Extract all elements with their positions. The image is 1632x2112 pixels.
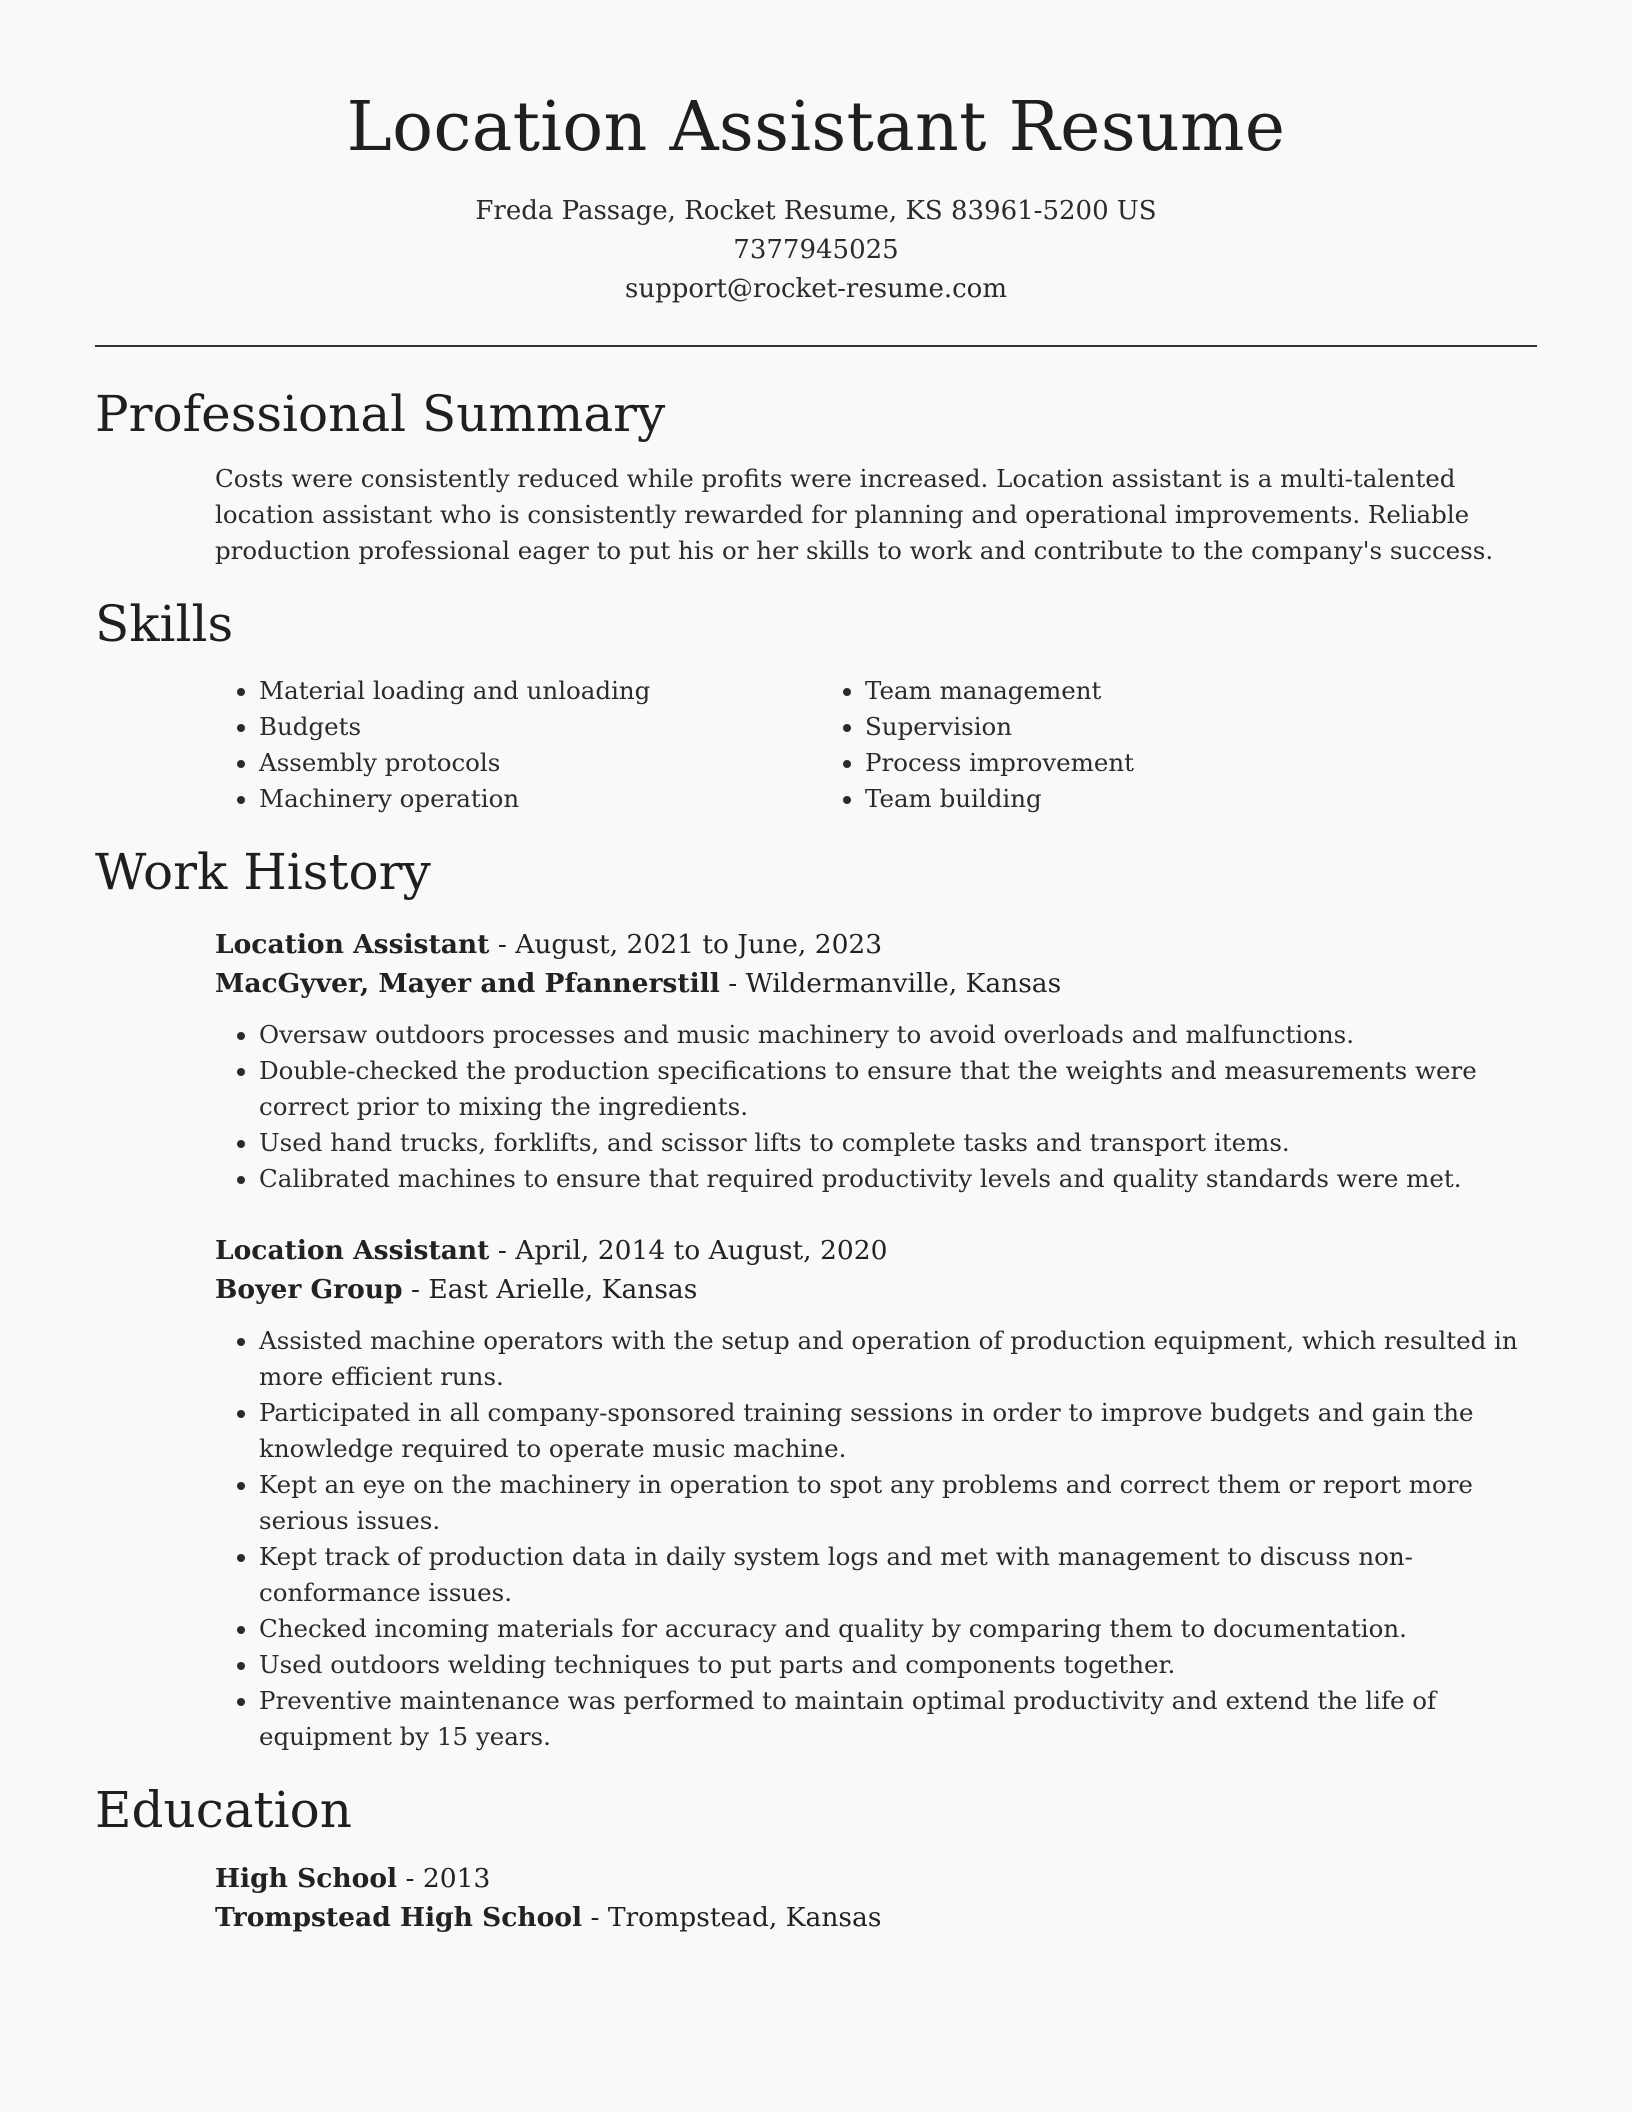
- work-history-heading: Work History: [95, 843, 431, 901]
- contact-block: [95, 192, 1537, 309]
- skills-section: [95, 593, 1537, 817]
- job-company-line: [215, 964, 1537, 1003]
- contact-email: support@rocket-resume.com: [624, 274, 1007, 304]
- duty-item: • Double-checked the production specifications to ensure that the weights and measurements were correct prior to mixing the ingredients.: [259, 1053, 1537, 1125]
- skill-item: • Process improvement: [865, 745, 1427, 781]
- duty-item: • Kept track of production data in daily system logs and met with management to discuss non-conformance issues.: [259, 1539, 1537, 1611]
- education-heading: Education: [95, 1781, 352, 1839]
- job-role: Location Assistant: [215, 1235, 490, 1266]
- job-company-line: [215, 1270, 1537, 1309]
- summary-section: [95, 383, 1537, 569]
- job-company: MacGyver, Mayer and Pfannerstill: [215, 968, 720, 999]
- duty-item: • Oversaw outdoors processes and music machinery to avoid overloads and malfunctions.: [259, 1017, 1537, 1053]
- job-location: - Wildermanville, Kansas: [719, 968, 1062, 999]
- duty-item: • Used hand trucks, forklifts, and scissor lifts to complete tasks and transport items.: [259, 1125, 1537, 1161]
- education-location: - Trompstead, Kansas: [582, 1902, 882, 1933]
- summary-heading: Professional Summary: [95, 385, 666, 443]
- resume-header: [95, 0, 1537, 309]
- summary-text: Costs were consistently reduced while profits were increased. Location assistant is a multi-talented location assistant who is consistently rewarded for planning and operational improvements. Reliable production professional eager to put his or her skills to work and contribute to the company's success.: [215, 464, 1494, 565]
- header-divider: [95, 345, 1537, 347]
- job-entry: [215, 1231, 1537, 1755]
- job-duties: [215, 1017, 1537, 1197]
- job-company: Boyer Group: [215, 1274, 403, 1305]
- resume-title: Location Assistant Resume: [346, 88, 1286, 167]
- duty-item: • Kept an eye on the machinery in operation to spot any problems and correct them or report more serious issues.: [259, 1467, 1537, 1539]
- duty-item: • Checked incoming materials for accuracy and quality by comparing them to documentation.: [259, 1611, 1537, 1647]
- skills-column-right: [821, 673, 1427, 817]
- job-duties: [215, 1323, 1537, 1755]
- skills-heading: Skills: [95, 595, 234, 653]
- job-title-line: [215, 925, 1537, 964]
- education-degree-line: [215, 1859, 1537, 1898]
- job-title-line: [215, 1231, 1537, 1270]
- job-location: - East Arielle, Kansas: [402, 1274, 698, 1305]
- duty-item: • Used outdoors welding techniques to put parts and components together.: [259, 1647, 1537, 1683]
- education-section: [95, 1779, 1537, 1937]
- duty-item: • Preventive maintenance was performed to maintain optimal productivity and extend the life of equipment by 15 years.: [259, 1683, 1537, 1755]
- skill-item: • Assembly protocols: [259, 745, 821, 781]
- education-degree: High School: [215, 1863, 398, 1894]
- education-school-line: [215, 1898, 1537, 1937]
- job-dates: - April, 2014 to August, 2020: [489, 1235, 888, 1266]
- skill-item: • Material loading and unloading: [259, 673, 821, 709]
- skill-item: • Machinery operation: [259, 781, 821, 817]
- skill-item: • Team management: [865, 673, 1427, 709]
- skill-item: • Budgets: [259, 709, 821, 745]
- duty-item: • Calibrated machines to ensure that required productivity levels and quality standards were met.: [259, 1161, 1537, 1197]
- contact-phone: 7377945025: [733, 235, 899, 265]
- education-school: Trompstead High School: [215, 1902, 583, 1933]
- job-entry: [215, 925, 1537, 1197]
- contact-address: Freda Passage, Rocket Resume, KS 83961-5200 US: [475, 196, 1157, 226]
- duty-item: • Assisted machine operators with the setup and operation of production equipment, which resulted in more efficient runs.: [259, 1323, 1537, 1395]
- work-history-section: [95, 841, 1537, 1755]
- skills-column-left: [215, 673, 821, 817]
- skill-item: • Supervision: [865, 709, 1427, 745]
- duty-item: • Participated in all company-sponsored training sessions in order to improve budgets and gain the knowledge required to operate music machine.: [259, 1395, 1537, 1467]
- education-year: - 2013: [397, 1863, 491, 1894]
- skill-item: • Team building: [865, 781, 1427, 817]
- job-role: Location Assistant: [215, 929, 490, 960]
- job-dates: - August, 2021 to June, 2023: [489, 929, 883, 960]
- skills-grid: [215, 673, 1537, 817]
